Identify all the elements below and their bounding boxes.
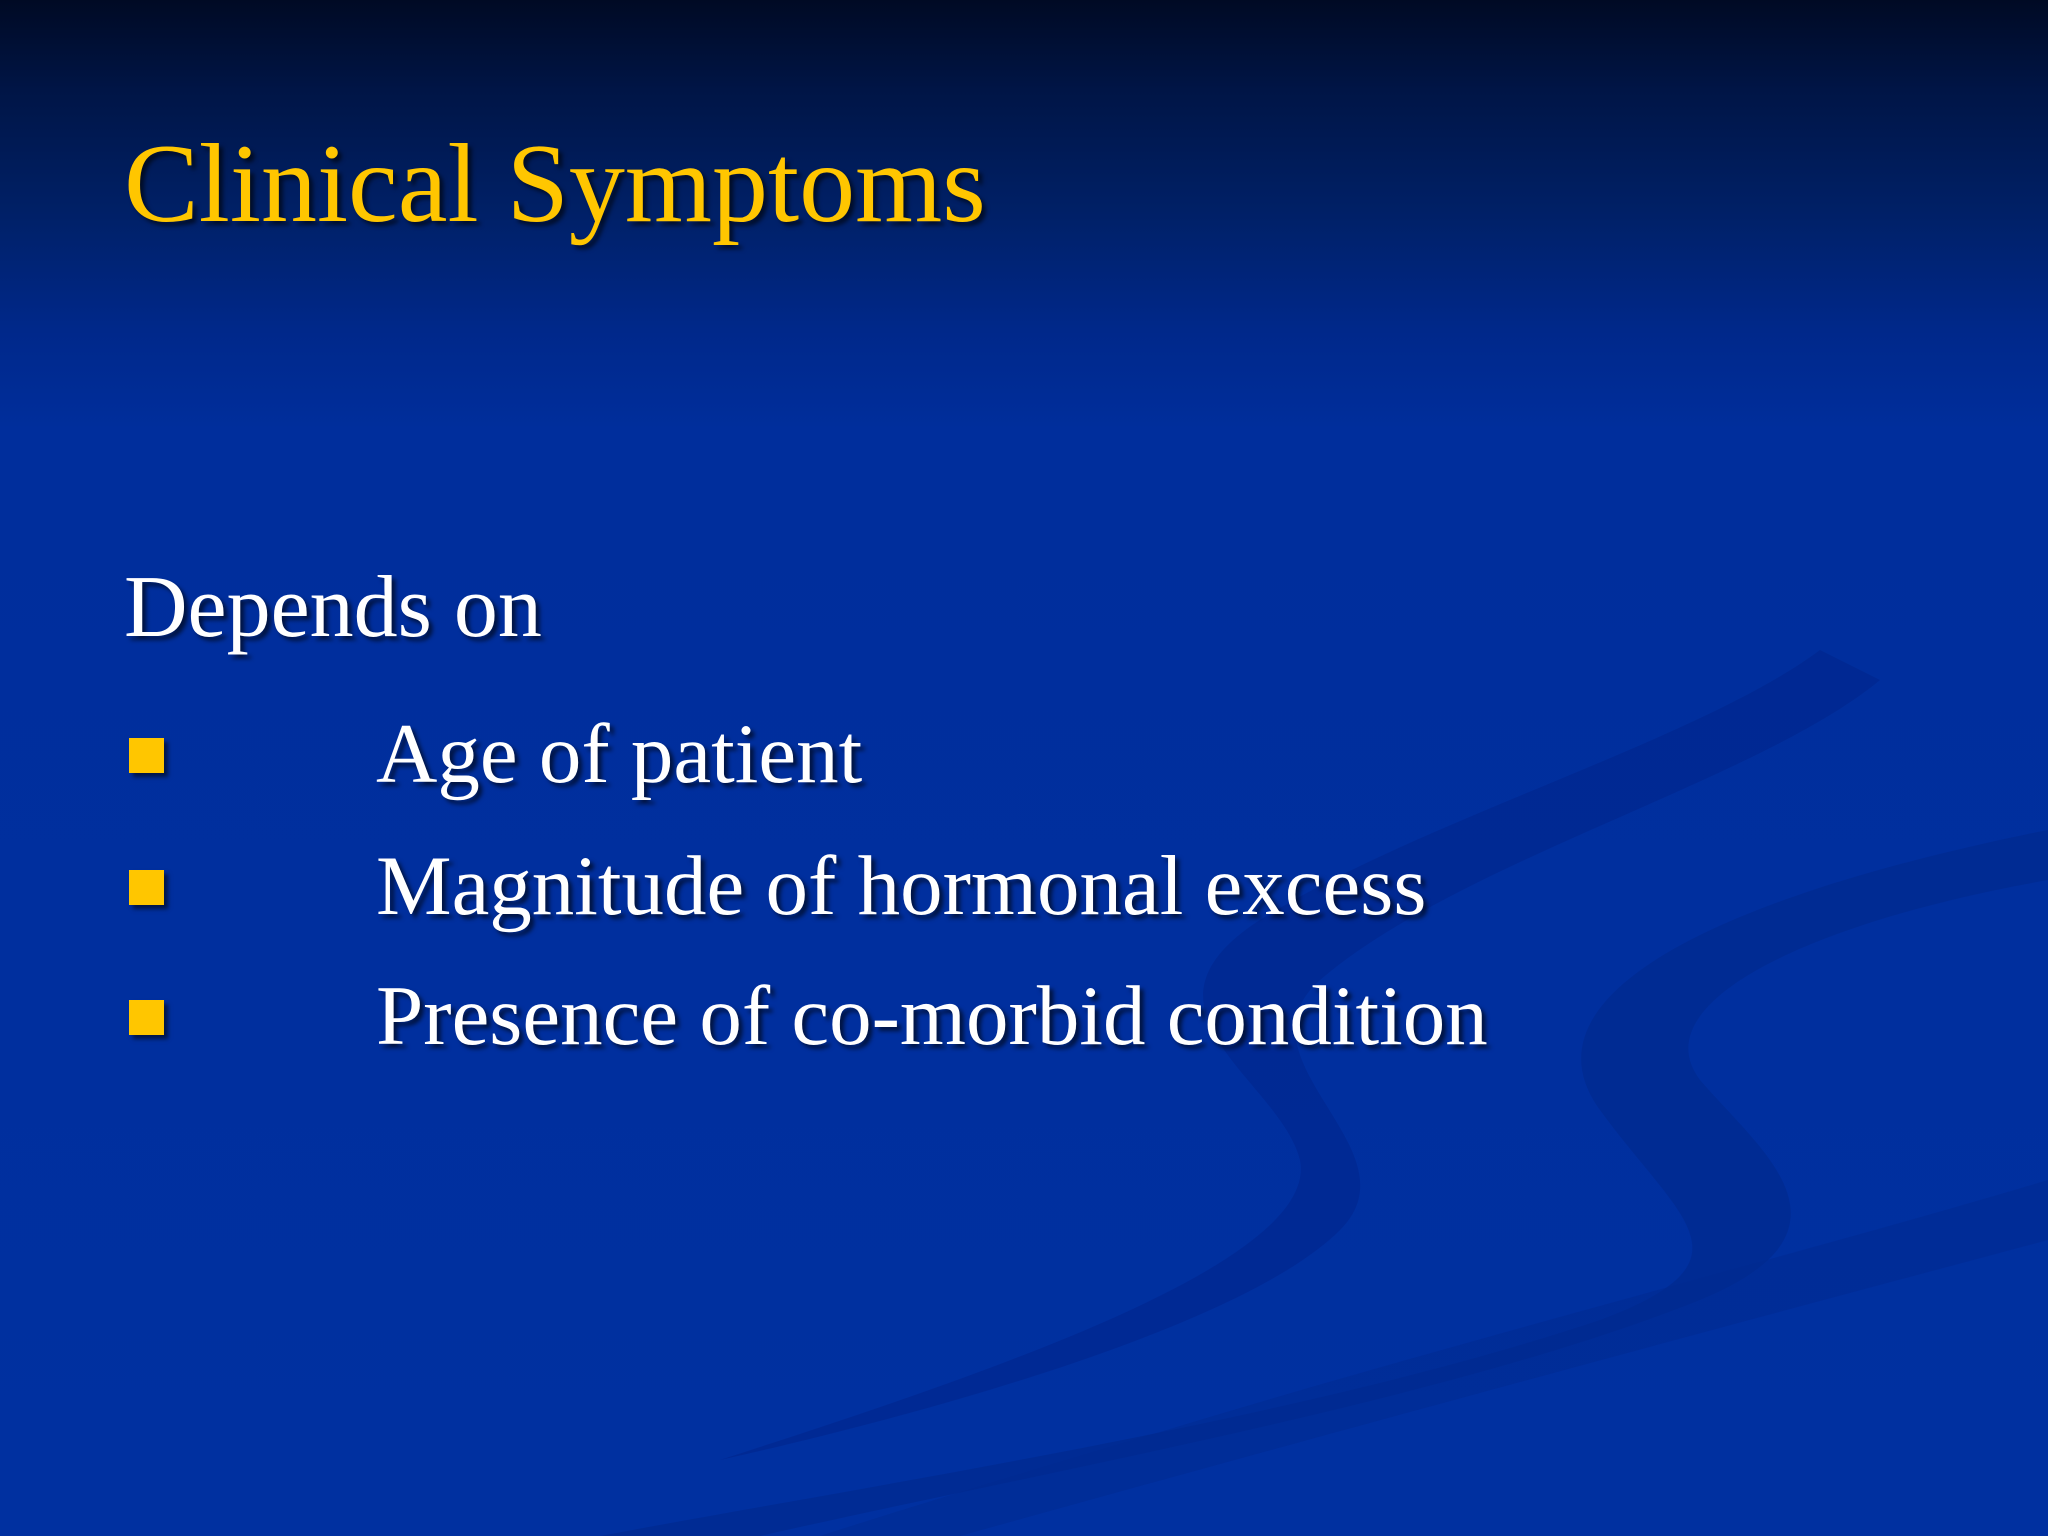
bullet-text: Age of patient bbox=[376, 707, 863, 801]
square-bullet-icon bbox=[129, 738, 164, 773]
bullet-item bbox=[0, 962, 2048, 1072]
bullet-item bbox=[0, 700, 2048, 810]
bullet-item bbox=[0, 830, 2048, 940]
slide-title: Clinical Symptoms bbox=[124, 122, 986, 246]
square-bullet-icon bbox=[129, 870, 164, 905]
square-bullet-icon bbox=[129, 1000, 164, 1035]
bullet-text: Presence of co-morbid condition bbox=[376, 969, 1488, 1063]
bullet-text: Magnitude of hormonal excess bbox=[376, 839, 1427, 933]
lead-text: Depends on bbox=[124, 559, 542, 656]
